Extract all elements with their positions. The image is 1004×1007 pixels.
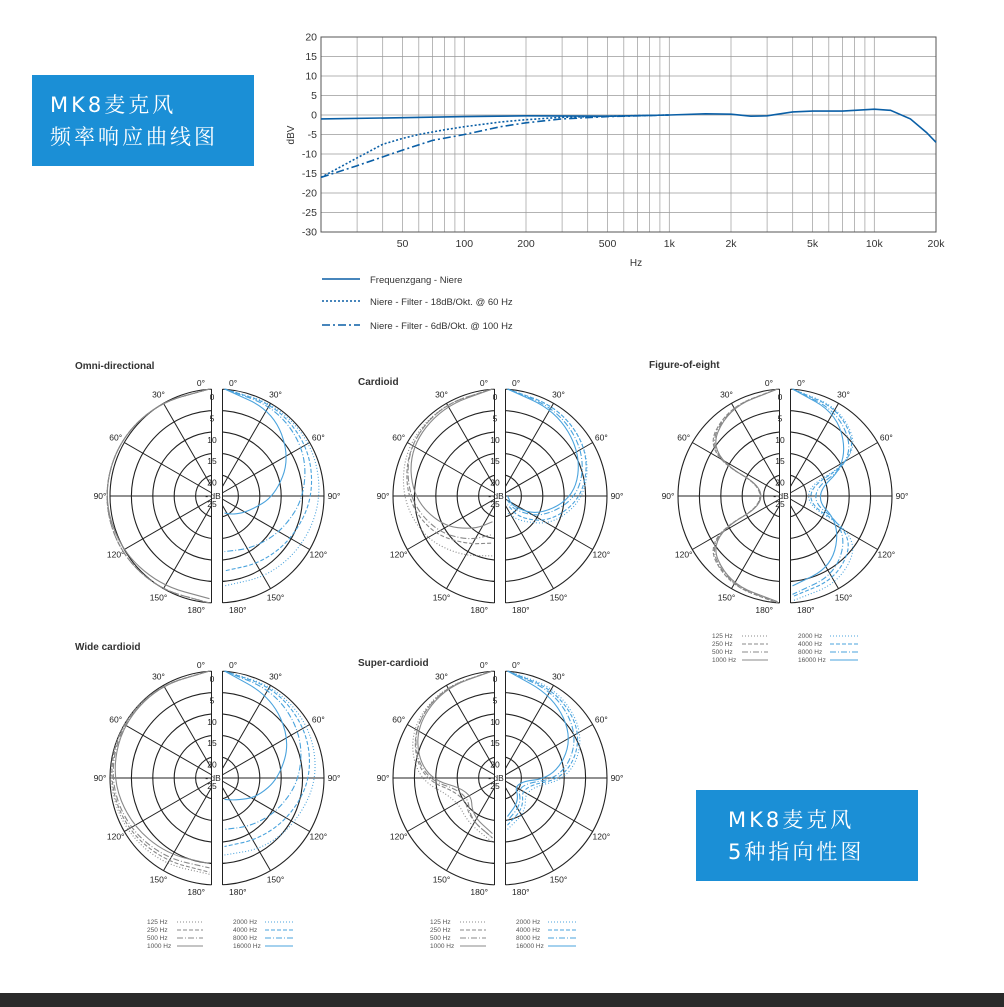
polar-legend-label: 250 Hz	[147, 927, 168, 934]
fr-y-axis-label: dBV	[286, 125, 297, 145]
polar-legend-label: 125 Hz	[430, 919, 451, 926]
polar-spoke	[785, 443, 878, 497]
polar-angle-label: 90°	[610, 491, 624, 501]
polar-spoke	[500, 778, 593, 832]
polar-angle-label: 0°	[479, 660, 488, 670]
polar-legend-label: 500 Hz	[430, 935, 451, 942]
fr-legend-label-2: Niere - Filter - 18dB/Okt. @ 60 Hz	[370, 297, 513, 308]
polar-ring-label: 15	[207, 456, 217, 467]
polar-legend-label: 8000 Hz	[516, 935, 541, 942]
polar-angle-label: 90°	[376, 773, 390, 783]
polar-ring-label: 25	[207, 499, 217, 509]
polar-angle-label: 120°	[106, 549, 125, 560]
polar-title-omni: Omni-directional	[75, 361, 155, 372]
polar-ring-label: 25	[775, 499, 785, 509]
polar-curve-16000-hz	[225, 671, 287, 800]
polar-ring-label: 15	[775, 456, 785, 467]
polar-legend-label: 125 Hz	[147, 919, 168, 926]
polar-spoke	[124, 725, 217, 779]
polar-ring-label: 20	[490, 759, 500, 770]
polar-curve-1000-hz	[716, 389, 778, 602]
polar-spoke	[447, 496, 501, 589]
fr-x-axis-label: Hz	[629, 258, 643, 269]
polar-angle-label: 60°	[879, 432, 893, 443]
polar-angle-label: 150°	[717, 592, 736, 603]
fr-x-tick-label: 500	[598, 238, 617, 250]
polar-spoke	[500, 685, 554, 778]
polar-legend-2	[147, 919, 293, 950]
polar-angle-label: 120°	[674, 549, 693, 560]
polar-chart-2	[377, 378, 624, 615]
polar-angle-label: 60°	[311, 714, 325, 725]
polar-angle-label: 120°	[389, 549, 408, 560]
polar-angle-label: 0°	[229, 660, 238, 670]
polar-angle-label: 30°	[435, 389, 448, 400]
polar-legend-label: 16000 Hz	[233, 943, 261, 950]
polar-ring-label: 0	[209, 674, 215, 684]
polar-angle-label: 60°	[594, 432, 608, 443]
polar-angle-label: 120°	[389, 831, 408, 842]
polar-legend-label: 2000 Hz	[516, 919, 541, 926]
polar-spoke	[164, 496, 218, 589]
fr-y-ticks	[302, 32, 317, 239]
polar-ring-label: 0	[492, 392, 498, 402]
fr-series	[321, 109, 936, 177]
polar-chart-3	[662, 378, 909, 615]
polar-spoke	[124, 778, 217, 832]
polar-legend-label: 500 Hz	[712, 649, 733, 656]
fr-y-tick-label: -10	[301, 148, 317, 161]
polar-curve-4000-hz	[225, 671, 310, 847]
fr-x-ticks	[397, 238, 945, 250]
fr-y-tick-label: -20	[301, 187, 317, 200]
polar-angle-label: 0°	[196, 660, 205, 670]
polar-angle-label: 60°	[594, 714, 608, 725]
fr-x-tick-label: 20k	[927, 238, 945, 250]
polar-curve-500-hz	[416, 671, 493, 838]
fr-x-tick-label: 100	[455, 238, 474, 250]
polar-angle-label: 60°	[677, 432, 691, 443]
polar-angle-label: 120°	[592, 831, 611, 842]
polar-spoke	[124, 496, 217, 550]
polar-spoke	[407, 725, 500, 779]
polar-legend-label: 250 Hz	[430, 927, 451, 934]
polar-angle-label: 0°	[512, 378, 521, 388]
polar-ring-label: 20	[490, 477, 500, 488]
polar-ring-label: 5	[492, 413, 498, 424]
fr-series-line-2	[321, 115, 669, 177]
polar-spoke	[217, 403, 271, 496]
polar-angle-label: 30°	[269, 671, 282, 682]
fr-series-line-3	[321, 115, 669, 177]
polar-angle-label: 0°	[196, 378, 205, 388]
polar-angle-label: 120°	[877, 549, 896, 560]
polar-title-wide-cardioid: Wide cardioid	[75, 642, 141, 653]
polar-angle-label: 150°	[549, 592, 568, 603]
fr-legend-item-2	[322, 297, 513, 308]
polar-center-label: - dB	[205, 773, 221, 783]
polar-angle-label: 180°	[797, 605, 815, 615]
polar-legend-label: 2000 Hz	[798, 633, 823, 640]
fr-x-tick-label: 200	[517, 238, 535, 250]
banner-line-2: 频率响应曲线图	[50, 125, 218, 149]
polar-spoke	[732, 496, 786, 589]
polar-center-label: - dB	[488, 773, 504, 783]
polar-angle-label: 60°	[109, 714, 123, 725]
polar-angle-label: 90°	[327, 491, 341, 501]
polar-angle-label: 60°	[392, 714, 406, 725]
fr-x-tick-label: 5k	[807, 238, 819, 250]
polar-spoke	[500, 496, 554, 589]
fr-y-tick-label: -5	[307, 129, 317, 141]
polar-ring-label: 5	[209, 413, 215, 424]
polar-title-figure8: Figure-of-eight	[649, 360, 720, 371]
polar-angle-label: 0°	[512, 660, 521, 670]
polar-curve-1000-hz	[115, 671, 209, 864]
polar-angle-label: 0°	[797, 378, 806, 388]
polar-spoke	[500, 725, 593, 779]
polar-ring-label: 25	[490, 781, 500, 791]
fr-legend-label-3: Niere - Filter - 6dB/Okt. @ 100 Hz	[370, 321, 513, 332]
fr-y-tick-label: 0	[311, 109, 317, 122]
polar-legend-label: 16000 Hz	[516, 943, 544, 950]
polar-legend-label: 250 Hz	[712, 641, 733, 648]
polar-curve-125-hz	[403, 389, 492, 556]
fr-grid	[321, 37, 936, 232]
fr-y-tick-label: 5	[311, 90, 317, 102]
banner-line-1: MK8麦克风	[50, 93, 177, 117]
polar-title-super-cardioid: Super-cardioid	[358, 658, 429, 669]
polar-angle-label: 90°	[610, 773, 624, 783]
fr-legend-item-3	[322, 321, 513, 332]
polar-ring-label: 15	[490, 456, 500, 467]
polar-angle-label: 150°	[266, 592, 285, 603]
polar-angle-label: 180°	[755, 605, 773, 615]
polar-legend-3	[430, 919, 576, 950]
polar-angle-label: 150°	[432, 592, 451, 603]
polar-ring-label: 5	[209, 695, 215, 706]
polar-legend-label: 4000 Hz	[516, 927, 541, 934]
polar-ring-label: 0	[492, 674, 498, 684]
polar-angle-label: 30°	[435, 671, 448, 682]
polar-angle-label: 60°	[109, 432, 123, 443]
polar-legend-label: 4000 Hz	[233, 927, 258, 934]
banner-line-2: 5种指向性图	[728, 840, 865, 864]
polar-legend-label: 8000 Hz	[233, 935, 258, 942]
polar-legend-label: 4000 Hz	[798, 641, 823, 648]
polar-center-label: - dB	[488, 491, 504, 501]
polar-ring-label: 25	[490, 499, 500, 509]
polar-legend-label: 2000 Hz	[233, 919, 258, 926]
polar-spoke	[124, 443, 217, 497]
polar-angle-label: 180°	[187, 887, 205, 897]
polar-legend-label: 16000 Hz	[798, 657, 826, 664]
polar-angle-label: 120°	[309, 831, 328, 842]
polar-spoke	[164, 778, 218, 871]
fr-y-tick-label: 20	[305, 31, 317, 44]
fr-legend-item-1	[322, 275, 462, 286]
polar-angle-label: 180°	[512, 887, 530, 897]
polar-angle-label: 90°	[93, 773, 107, 783]
polar-title-cardioid: Cardioid	[358, 377, 399, 388]
polar-ring-label: 20	[207, 759, 217, 770]
polar-spoke	[447, 778, 501, 871]
polar-angle-label: 180°	[470, 887, 488, 897]
polar-ring-label: 10	[207, 716, 217, 727]
footer-bar	[0, 993, 1004, 1007]
polar-legend-label: 500 Hz	[147, 935, 168, 942]
polar-spoke	[407, 443, 500, 497]
polar-ring-label: 20	[207, 477, 217, 488]
polar-legend-label: 1000 Hz	[430, 943, 455, 950]
polar-angle-label: 120°	[592, 549, 611, 560]
polar-chart-1	[94, 378, 341, 615]
polar-legend-label: 1000 Hz	[147, 943, 172, 950]
polar-angle-label: 150°	[149, 592, 168, 603]
polar-angle-label: 150°	[266, 874, 285, 885]
polar-angle-label: 180°	[229, 605, 247, 615]
polar-curve-8000-hz	[793, 389, 849, 594]
polar-angle-label: 90°	[661, 491, 675, 501]
fr-x-tick-label: 10k	[865, 238, 883, 250]
polar-angle-label: 0°	[479, 378, 488, 388]
polar-center-label: - dB	[773, 491, 789, 501]
polar-angle-label: 180°	[470, 605, 488, 615]
polar-ring-label: 15	[490, 738, 500, 749]
polar-angle-label: 30°	[152, 389, 165, 400]
polar-center-label: - dB	[205, 491, 221, 501]
polar-charts	[94, 378, 909, 897]
polar-angle-label: 120°	[106, 831, 125, 842]
fr-series-line-1	[321, 109, 936, 142]
polar-legend-label: 1000 Hz	[712, 657, 737, 664]
polar-angle-label: 90°	[93, 491, 107, 501]
fr-legend	[322, 275, 513, 332]
polar-legend-label: 8000 Hz	[798, 649, 823, 656]
polar-angle-label: 30°	[552, 389, 565, 400]
polar-chart-5	[377, 660, 624, 897]
polar-angle-label: 150°	[432, 874, 451, 885]
polar-angle-label: 30°	[552, 671, 565, 682]
polar-angle-label: 180°	[187, 605, 205, 615]
fr-y-tick-label: -25	[301, 207, 317, 219]
polar-ring-label: 10	[775, 434, 785, 445]
fr-y-tick-label: -15	[301, 168, 317, 180]
fr-y-tick-label: 10	[305, 70, 317, 83]
polar-angle-label: 150°	[834, 592, 853, 603]
fr-y-tick-label: 15	[305, 51, 317, 63]
polar-angle-label: 150°	[149, 874, 168, 885]
polar-spoke	[217, 685, 271, 778]
polar-curve-4000-hz	[793, 389, 852, 597]
polar-chart-4	[94, 660, 341, 897]
fr-x-tick-label: 2k	[725, 238, 737, 250]
polar-angle-label: 30°	[152, 671, 165, 682]
polar-spoke	[785, 496, 878, 550]
polar-spoke	[692, 496, 785, 550]
polar-angle-label: 90°	[376, 491, 390, 501]
polar-spoke	[217, 725, 310, 779]
banner-line-1: MK8麦克风	[728, 808, 855, 832]
polar-spoke	[217, 443, 310, 497]
polar-ring-label: 5	[777, 413, 783, 424]
polar-ring-label: 10	[207, 434, 217, 445]
polar-angle-label: 90°	[895, 491, 909, 501]
polar-ring-label: 0	[777, 392, 783, 402]
polar-curve-1000-hz	[107, 389, 209, 599]
polar-angle-label: 30°	[720, 389, 733, 400]
polar-angle-label: 60°	[311, 432, 325, 443]
polar-spoke	[785, 403, 839, 496]
polar-angle-label: 30°	[837, 389, 850, 400]
polar-angle-label: 120°	[309, 549, 328, 560]
polar-ring-label: 25	[207, 781, 217, 791]
frequency-response-chart	[286, 32, 945, 333]
polar-ring-label: 10	[490, 716, 500, 727]
polar-ring-label: 5	[492, 695, 498, 706]
polar-spoke	[500, 403, 554, 496]
polar-angle-label: 180°	[512, 605, 530, 615]
polar-angle-label: 150°	[549, 874, 568, 885]
polar-angle-label: 180°	[229, 887, 247, 897]
polar-curve-250-hz	[415, 671, 492, 838]
polar-angle-label: 0°	[764, 378, 773, 388]
polar-ring-label: 20	[775, 477, 785, 488]
polar-angle-label: 0°	[229, 378, 238, 388]
polar-ring-label: 10	[490, 434, 500, 445]
polar-legend-1	[712, 633, 858, 664]
fr-x-tick-label: 1k	[663, 238, 675, 250]
polar-spoke	[692, 443, 785, 497]
fr-y-tick-label: -30	[301, 226, 317, 239]
polar-angle-label: 30°	[269, 389, 282, 400]
fr-legend-label-1: Frequenzgang - Niere	[370, 275, 463, 286]
polar-ring-label: 15	[207, 738, 217, 749]
polar-ring-label: 0	[209, 392, 215, 402]
polar-spoke	[785, 496, 839, 589]
polar-curve-125-hz	[111, 671, 209, 874]
polar-angle-label: 90°	[327, 773, 341, 783]
fr-x-tick-label: 50	[396, 238, 409, 250]
polar-angle-label: 60°	[392, 432, 406, 443]
polar-spoke	[500, 496, 593, 550]
polar-legend-label: 125 Hz	[712, 633, 733, 640]
